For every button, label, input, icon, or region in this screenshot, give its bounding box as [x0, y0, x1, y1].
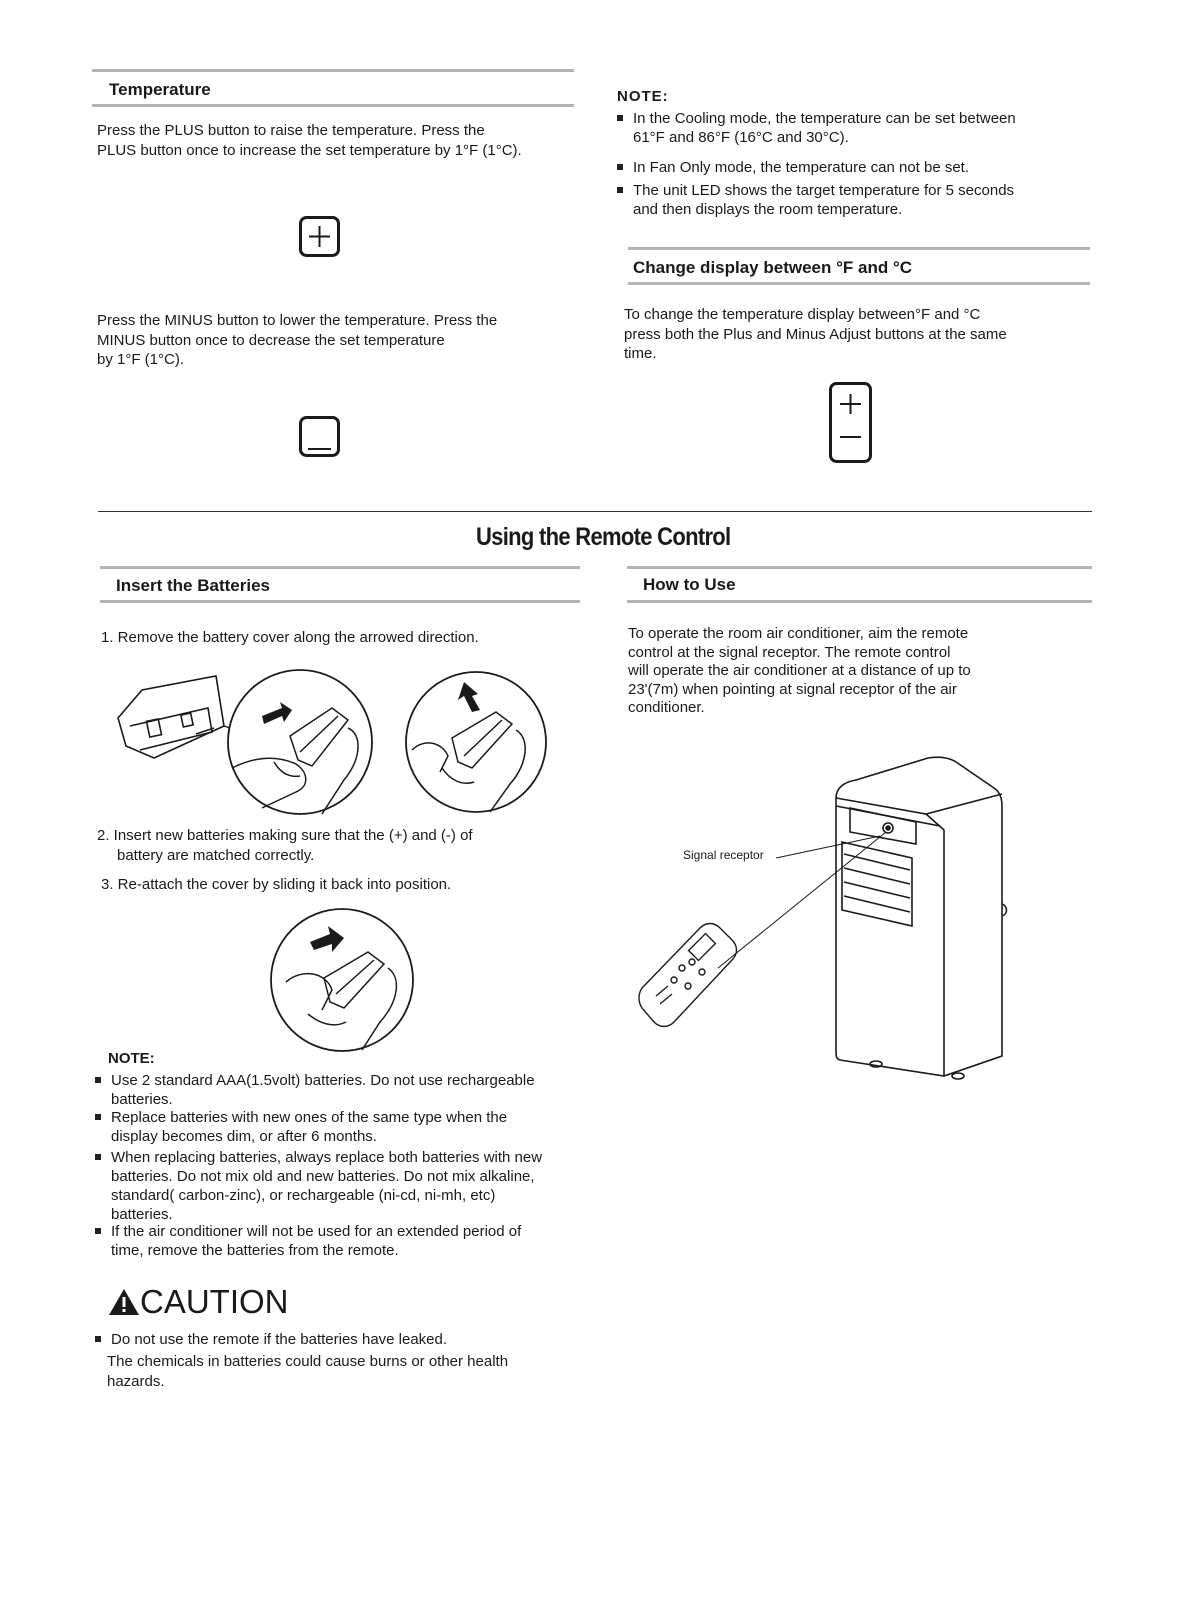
- caution-heading: [108, 1284, 289, 1320]
- minus-description: [97, 311, 497, 370]
- text-line: battery are matched correctly.: [117, 846, 315, 864]
- text-line: batteries.: [111, 1091, 173, 1108]
- text-line: and then displays the room temperature.: [633, 201, 903, 218]
- text-line: by 1°F (1°C).: [97, 351, 185, 368]
- remote-control-title: Using the Remote Control: [476, 523, 731, 551]
- text-line: will operate the air conditioner at a distance of up to: [628, 662, 971, 680]
- step-2: [97, 826, 473, 865]
- text-line: PLUS button once to increase the set temperature by 1°F (1°C).: [97, 141, 522, 159]
- text-line: MINUS button once to decrease the set temperature: [97, 331, 445, 349]
- how-to-use-heading: How to Use: [643, 575, 736, 594]
- text-line: batteries.: [111, 1206, 173, 1223]
- text-line: standard( carbon-zinc), or rechargeable (ni-cd, ni-mh, etc): [111, 1187, 496, 1204]
- rule-bottom: [100, 600, 580, 603]
- text-line: Press the MINUS button to lower the temperature. Press the: [97, 312, 498, 329]
- note-top-item: [617, 109, 1016, 147]
- note-bottom-item: [95, 1071, 535, 1109]
- text-line: When replacing batteries, always replace both batteries with new: [111, 1149, 543, 1166]
- change-display-description: [624, 305, 1007, 364]
- text-line: conditioner.: [628, 699, 705, 717]
- text-line: 23'(7m) when pointing at signal receptor of the air: [628, 680, 957, 698]
- note-bottom-item: [95, 1148, 542, 1224]
- rule-top: [627, 566, 1092, 569]
- text-line: To change the temperature display between°F and °C: [624, 306, 981, 323]
- caution-label: CAUTION: [140, 1283, 289, 1320]
- text-line: press both the Plus and Minus Adjust buttons at the same: [624, 325, 1007, 343]
- note-bottom-item: [95, 1108, 507, 1146]
- section-divider: [98, 511, 1092, 512]
- battery-removal-illustration: [112, 668, 552, 818]
- text-line: hazards.: [107, 1372, 165, 1390]
- text-line: The unit LED shows the target temperature for 5 seconds: [633, 182, 1015, 199]
- note-top-heading: NOTE:: [617, 88, 669, 105]
- text-line: In the Cooling mode, the temperature can be set between: [633, 110, 1016, 127]
- rule-top: [628, 247, 1090, 250]
- text-line: Press the PLUS button to raise the temperature. Press the: [97, 122, 485, 139]
- text-line: To operate the room air conditioner, aim the remote: [628, 625, 969, 642]
- signal-receptor-label: Signal receptor: [683, 848, 764, 862]
- rule-bottom: [92, 104, 574, 107]
- text-line: time, remove the batteries from the remote.: [111, 1242, 399, 1259]
- caution-description: [107, 1352, 508, 1391]
- step-3: 3. Re-attach the cover by sliding it back into position.: [101, 876, 452, 893]
- battery-cover-reattach-illustration: [268, 906, 418, 1056]
- text-line: Replace batteries with new ones of the same type when the: [111, 1109, 508, 1126]
- change-display-heading: Change display between °F and °C: [633, 258, 913, 277]
- text-line: 61°F and 86°F (16°C and 30°C).: [633, 129, 849, 146]
- text-line: batteries. Do not mix old and new batteries. Do not mix alkaline,: [111, 1168, 535, 1185]
- text-line: If the air conditioner will not be used for an extended period of: [111, 1223, 522, 1240]
- text-line: display becomes dim, or after 6 months.: [111, 1128, 377, 1145]
- note-top-item: [617, 181, 1014, 219]
- text-line: The chemicals in batteries could cause burns or other health: [107, 1353, 509, 1370]
- temperature-heading: Temperature: [109, 80, 211, 99]
- warning-triangle-icon: [108, 1287, 140, 1317]
- text-line: 2. Insert new batteries making sure that the (+) and (-) of: [97, 827, 473, 844]
- rule-top: [92, 69, 574, 72]
- step-1: 1. Remove the battery cover along the arrowed direction.: [101, 629, 479, 646]
- note-bottom-heading: NOTE:: [108, 1050, 155, 1067]
- text-line: control at the signal receptor. The remote control: [628, 643, 951, 661]
- rule-top: [100, 566, 580, 569]
- air-conditioner-illustration: [640, 750, 1040, 1100]
- rule-bottom: [628, 282, 1090, 285]
- caution-bullet: Do not use the remote if the batteries have leaked.: [95, 1330, 447, 1349]
- note-bottom-item: [95, 1222, 521, 1260]
- plus-description: [97, 121, 522, 160]
- plus-minus-button-icon: [829, 382, 873, 464]
- text-line: time.: [624, 345, 657, 362]
- note-top-item: [617, 158, 969, 177]
- text-line: In Fan Only mode, the temperature can not be set.: [633, 159, 970, 176]
- rule-bottom: [627, 600, 1092, 603]
- insert-batteries-heading: Insert the Batteries: [116, 576, 270, 595]
- text-line: Use 2 standard AAA(1.5volt) batteries. Do not use rechargeable: [111, 1072, 535, 1089]
- how-to-use-description: [628, 625, 971, 718]
- minus-button-icon: [299, 416, 341, 458]
- plus-button-icon: [299, 216, 341, 258]
